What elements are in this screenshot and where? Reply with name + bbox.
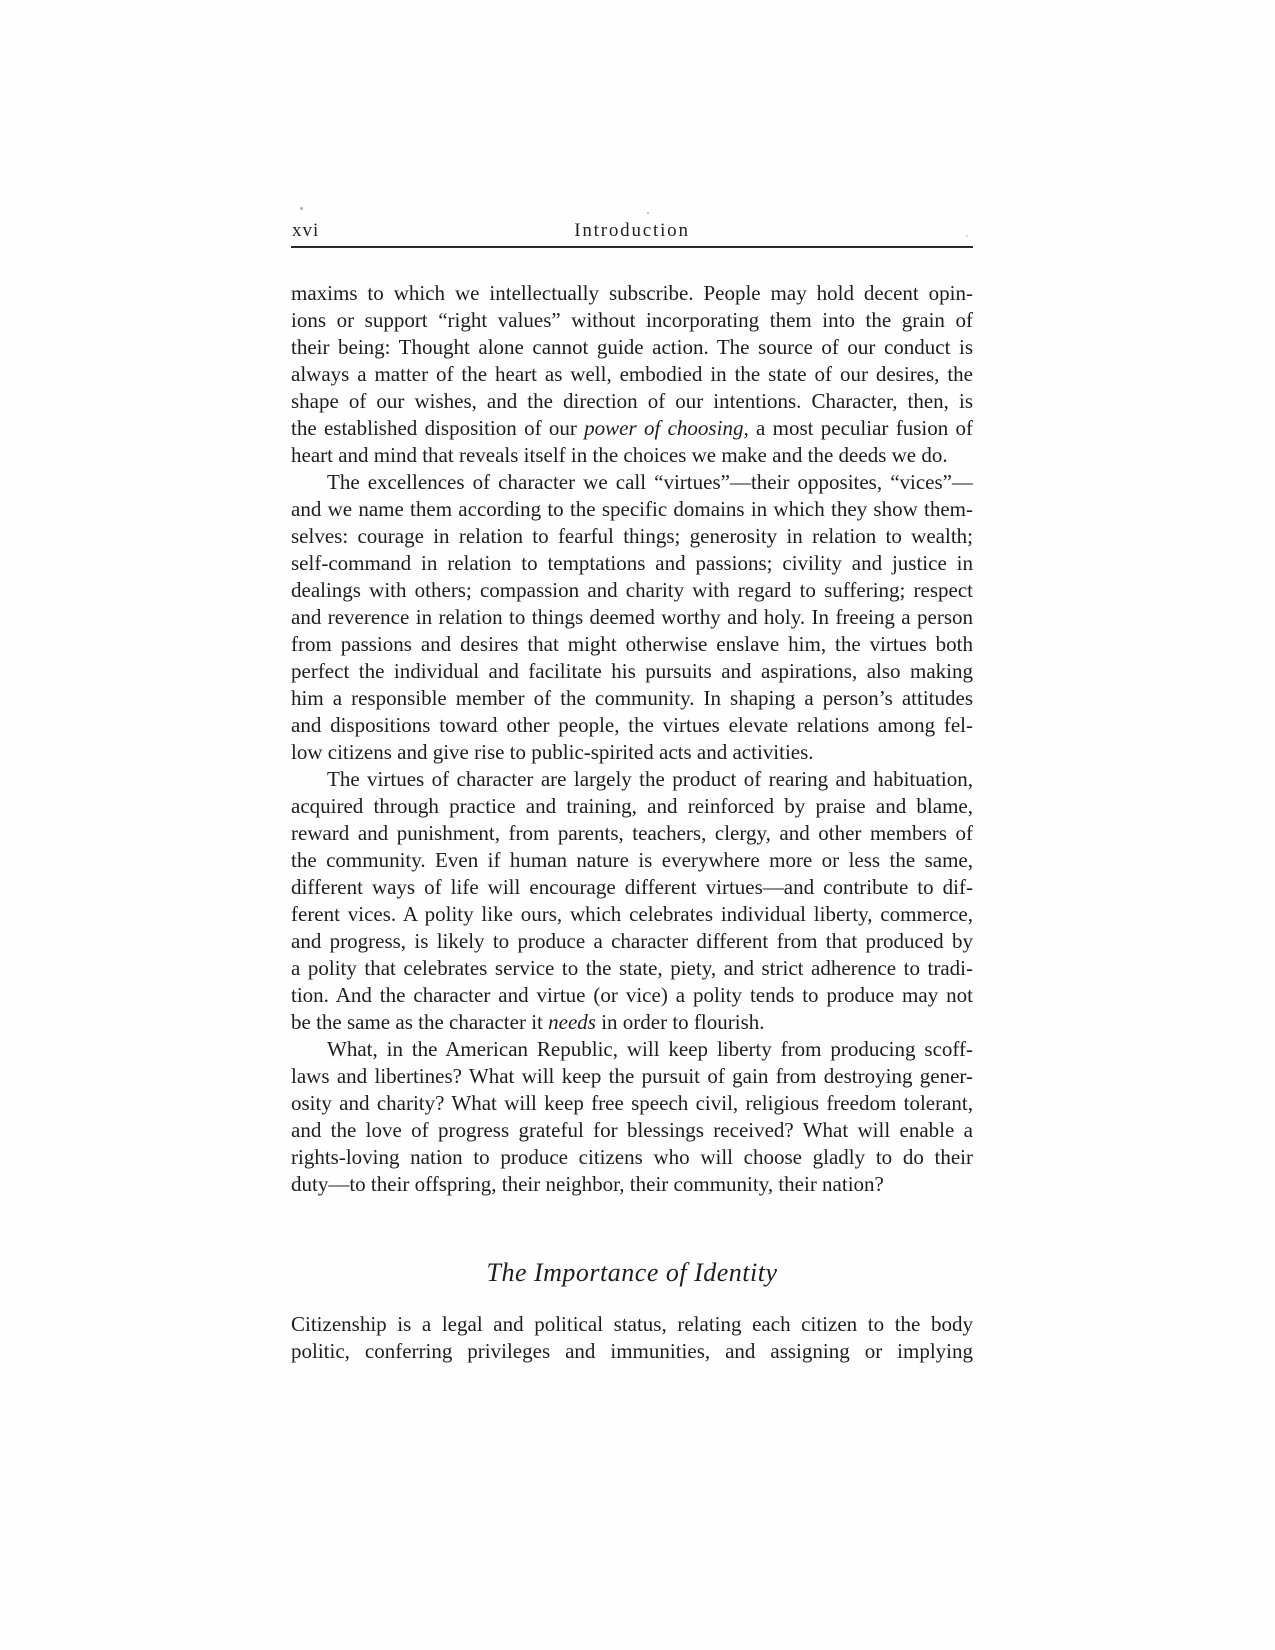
text-line: reward and punishment, from parents, teachers, clergy, and other members of bbox=[291, 821, 973, 845]
text-line: politic, conferring privileges and immunities, and assigning or implying bbox=[291, 1339, 973, 1363]
text-line: What, in the American Republic, will keep liberty from producing scoff- bbox=[327, 1037, 973, 1061]
chapter-title: Introduction bbox=[574, 220, 690, 241]
text-line: be the same as the character it needs in order to flourish. bbox=[291, 1010, 765, 1034]
text-line: always a matter of the heart as well, embodied in the state of our desires, the bbox=[291, 362, 973, 386]
text-line: and reverence in relation to things deemed worthy and holy. In freeing a person bbox=[291, 605, 973, 629]
text-line: and progress, is likely to produce a character different from that produced by bbox=[291, 929, 973, 953]
text-line: the community. Even if human nature is everywhere more or less the same, bbox=[291, 848, 973, 872]
text-line: acquired through practice and training, and reinforced by praise and blame, bbox=[291, 794, 973, 818]
text-line: selves: courage in relation to fearful things; generosity in relation to wealth; bbox=[291, 524, 973, 548]
text-line: him a responsible member of the community. In shaping a person’s attitudes bbox=[291, 686, 973, 710]
scan-speck bbox=[647, 212, 649, 214]
text-line: maxims to which we intellectually subscribe. People may hold decent opin- bbox=[291, 281, 973, 305]
text-line: osity and charity? What will keep free speech civil, religious freedom tolerant, bbox=[291, 1091, 973, 1115]
paragraph bbox=[291, 469, 973, 766]
paragraph bbox=[291, 766, 973, 1036]
paragraph bbox=[291, 1311, 973, 1365]
text-line: from passions and desires that might otherwise enslave him, the virtues both bbox=[291, 632, 973, 656]
paragraph bbox=[291, 1036, 973, 1198]
text-line: shape of our wishes, and the direction of our intentions. Character, then, is bbox=[291, 389, 973, 413]
text-line: Citizenship is a legal and political status, relating each citizen to the body bbox=[291, 1312, 973, 1336]
text-line: ions or support “right values” without incorporating them into the grain of bbox=[291, 308, 973, 332]
text-line: their being: Thought alone cannot guide action. The source of our conduct is bbox=[291, 335, 973, 359]
running-header bbox=[291, 220, 973, 248]
text-line: duty—to their offspring, their neighbor, their community, their nation? bbox=[291, 1172, 884, 1196]
body-text-after-heading bbox=[291, 1311, 973, 1365]
text-line: and the love of progress grateful for blessings received? What will enable a bbox=[291, 1118, 973, 1142]
text-line: and dispositions toward other people, the virtues elevate relations among fel- bbox=[291, 713, 973, 737]
text-line: low citizens and give rise to public-spirited acts and activities. bbox=[291, 740, 814, 764]
text-column bbox=[291, 220, 973, 1365]
text-line: The virtues of character are largely the product of rearing and habituation, bbox=[327, 767, 973, 791]
body-text bbox=[291, 280, 973, 1198]
text-line: self-command in relation to temptations and passions; civility and justice in bbox=[291, 551, 973, 575]
text-line: different ways of life will encourage different virtues—and contribute to dif- bbox=[291, 875, 973, 899]
text-line: and we name them according to the specific domains in which they show them- bbox=[291, 497, 973, 521]
section-heading: The Importance of Identity bbox=[486, 1258, 778, 1287]
scan-speck bbox=[300, 207, 303, 210]
text-line: rights-loving nation to produce citizens who will choose gladly to do their bbox=[291, 1145, 973, 1169]
text-line: heart and mind that reveals itself in the choices we make and the deeds we do. bbox=[291, 443, 948, 467]
text-line: The excellences of character we call “virtues”—their opposites, “vices”— bbox=[327, 470, 973, 494]
text-line: laws and libertines? What will keep the pursuit of gain from destroying gener- bbox=[291, 1064, 973, 1088]
text-line: perfect the individual and facilitate his pursuits and aspirations, also making bbox=[291, 659, 973, 683]
text-line: ferent vices. A polity like ours, which celebrates individual liberty, commerce, bbox=[291, 902, 973, 926]
text-line: dealings with others; compassion and charity with regard to suffering; respect bbox=[291, 578, 973, 602]
paragraph bbox=[291, 280, 973, 469]
text-line: a polity that celebrates service to the state, piety, and strict adherence to tradi- bbox=[291, 956, 973, 980]
text-line: tion. And the character and virtue (or vice) a polity tends to produce may not bbox=[291, 983, 973, 1007]
text-line: the established disposition of our power of choosing, a most peculiar fusion of bbox=[291, 416, 974, 440]
page-number: xvi bbox=[292, 220, 320, 241]
